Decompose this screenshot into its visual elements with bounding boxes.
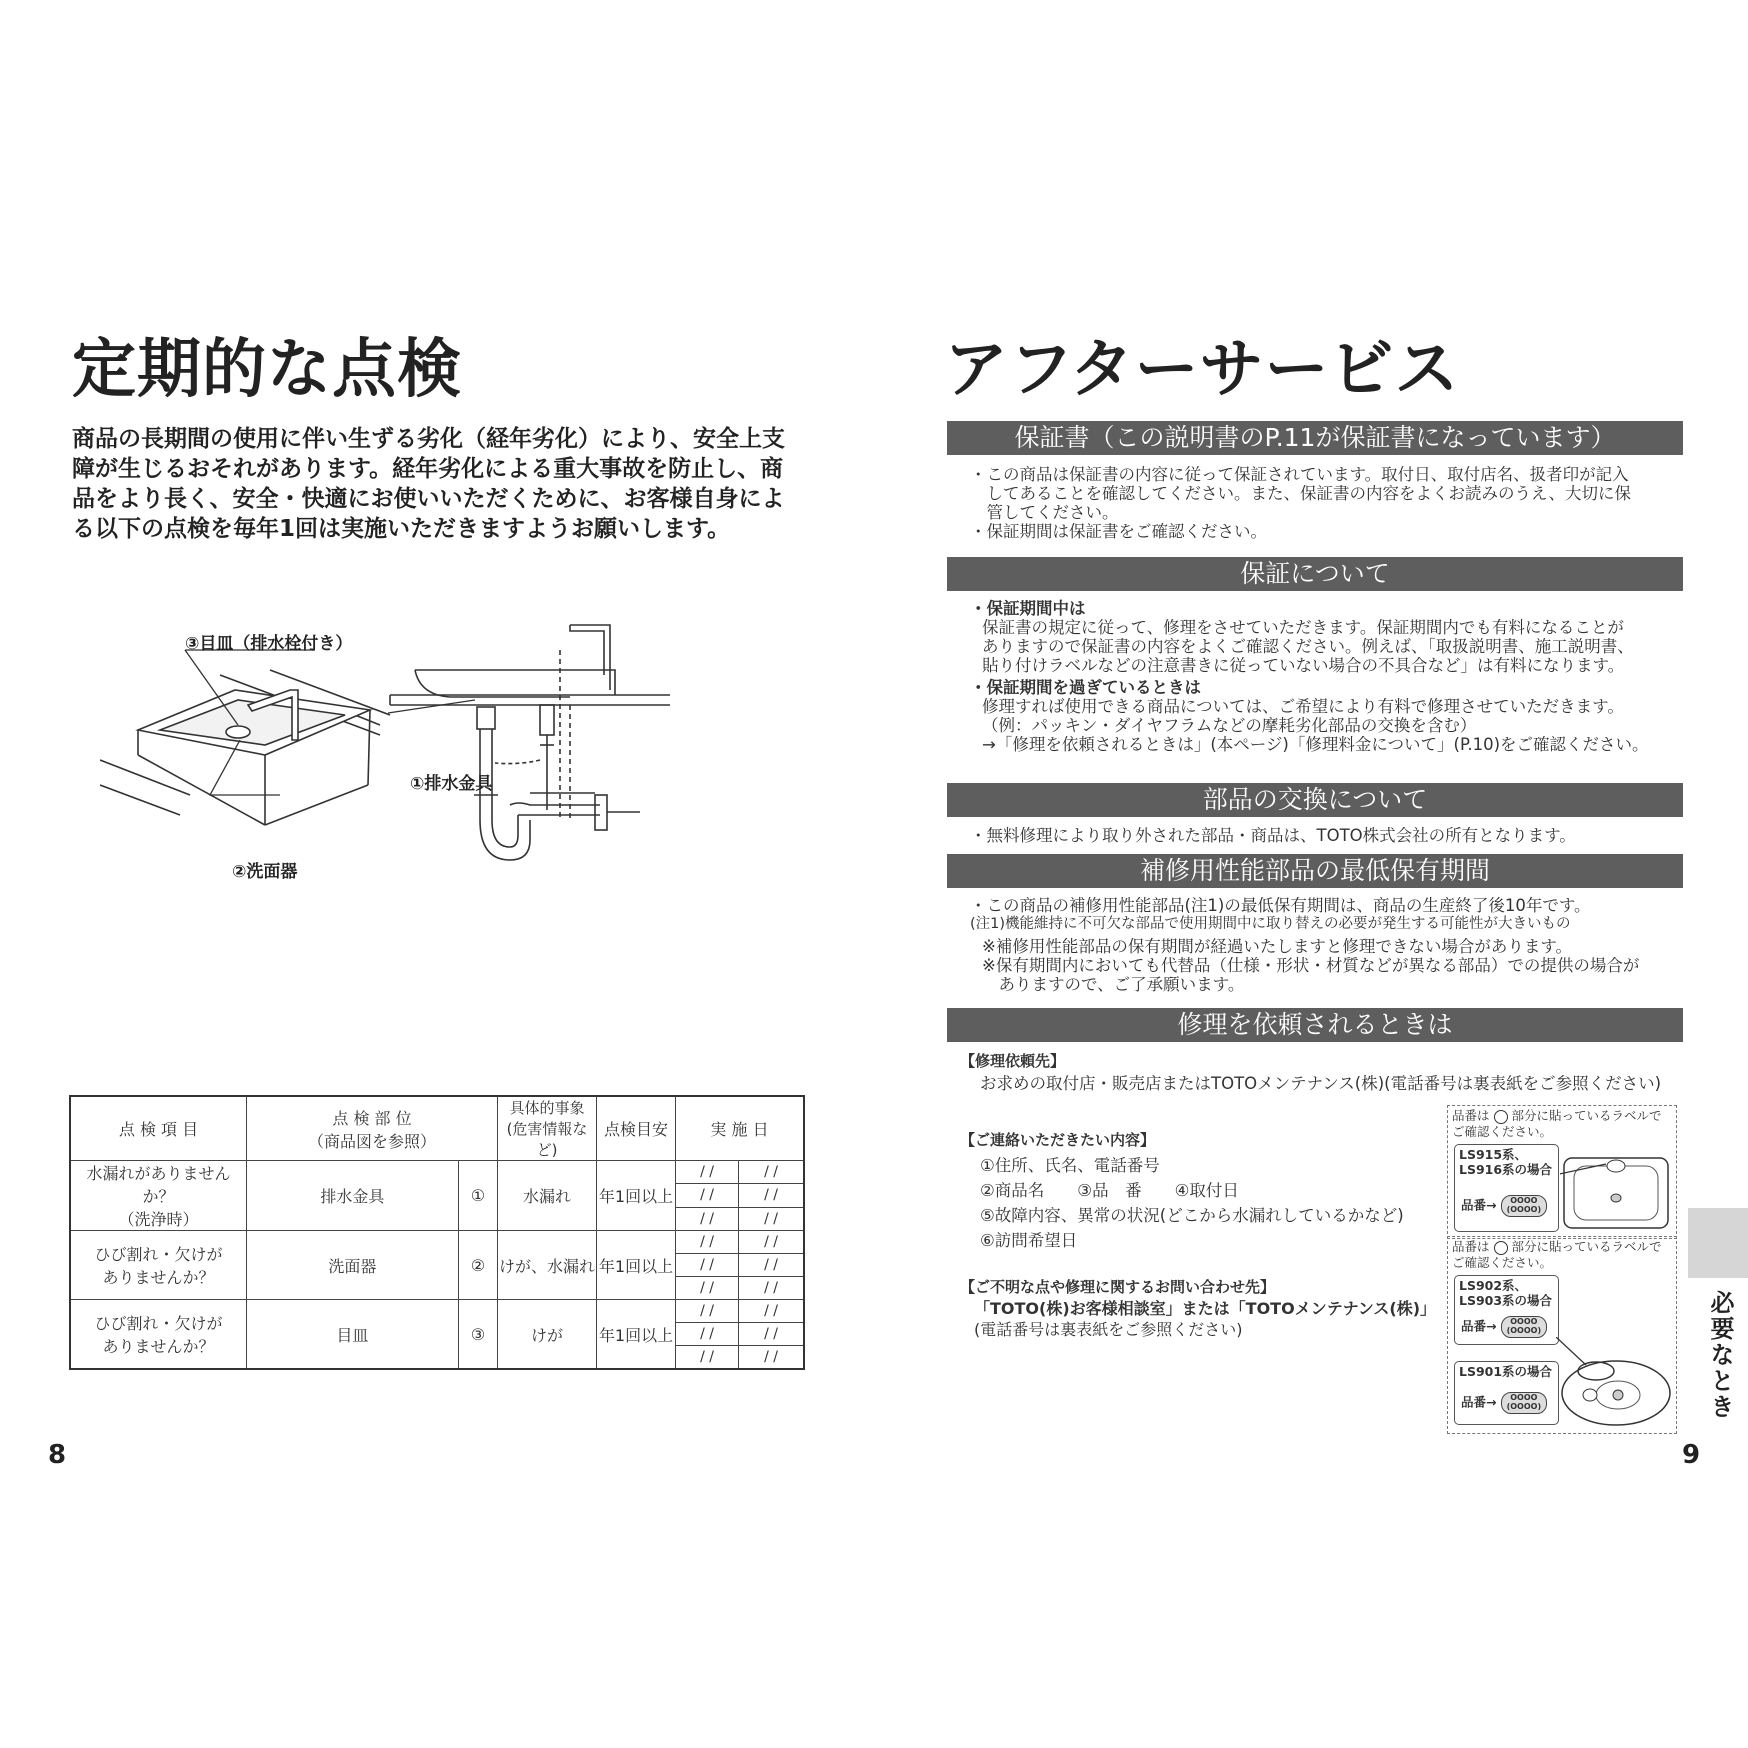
- label-note-line2: ご確認ください。: [1452, 1254, 1553, 1270]
- text-line: ・無料修理により取り外された部品・商品は、TOTO株式会社の所有となります。: [970, 826, 1576, 845]
- row2-guide: 年1回以上: [597, 1231, 676, 1300]
- warranty-text: [970, 599, 1680, 754]
- basin-top-view-icon: [1560, 1154, 1672, 1234]
- intro-line: 品をより長く、安全・快適にお使いいただくために、お客様自身によ: [72, 486, 785, 512]
- section-heading-warranty-card: 保証書（この説明書のP.11が保証書になっています）: [947, 421, 1683, 455]
- inspection-intro: [72, 424, 812, 544]
- text-line: ・この商品の補修用性能部品(注1)の最低保有期間は、商品の生産終了後10年です。: [970, 896, 1591, 915]
- label-location-box-2: [1447, 1236, 1677, 1434]
- intro-line: る以下の点検を毎年1回は実施いただきますようお願いします。: [72, 516, 731, 542]
- row1-part: 排水金具: [247, 1161, 459, 1231]
- row3-item-text: ひび割れ・欠けが: [94, 1314, 223, 1333]
- label-location-box-1: [1447, 1105, 1677, 1239]
- text-line: ⑤故障内容、異常の状況(どこから水漏れしているかなど): [980, 1206, 1404, 1225]
- sticker-code: OOOO: [1510, 1317, 1538, 1326]
- label-sticker-icon: [1501, 1316, 1547, 1338]
- date-cell[interactable]: / /: [739, 1300, 804, 1323]
- page-title-after-service: アフターサービス: [944, 333, 1460, 407]
- circle-marker-icon: [1494, 1241, 1508, 1255]
- text-line: →「修理を依頼されるときは」(本ページ)「修理料金について」(P.10)をご確認ください。: [982, 735, 1649, 754]
- header-part-sub: （商品図を参照）: [307, 1131, 436, 1151]
- header-item: 点 検 項 目: [70, 1096, 247, 1161]
- row3-part: 目皿: [247, 1300, 459, 1370]
- label-note-prefix: 品番は: [1452, 1108, 1490, 1123]
- date-cell[interactable]: / /: [676, 1207, 739, 1230]
- date-cell[interactable]: / /: [676, 1323, 739, 1346]
- repair-inquiry-title: 【ご不明な点や修理に関するお問い合わせ先】: [960, 1278, 1276, 1296]
- label-tag: 品番→ OOOO (OOOO): [1461, 1316, 1547, 1338]
- model-names: [1455, 1276, 1558, 1310]
- intro-line: 商品の長期間の使用に伴い生ずる劣化（経年劣化）により、安全上支: [72, 426, 785, 452]
- sticker-code: (OOOO): [1506, 1205, 1542, 1214]
- table-row: [70, 1231, 804, 1254]
- repair-contact: [960, 1128, 1440, 1253]
- header-date: 実 施 日: [676, 1096, 805, 1161]
- text-line: ・この商品は保証書の内容に従って保証されています。取付日、取付店名、扱者印が記入: [970, 465, 1629, 484]
- model-name: LS901系の場合: [1459, 1364, 1553, 1379]
- label-tag-prefix: 品番: [1461, 1197, 1487, 1213]
- date-cell[interactable]: / /: [739, 1254, 804, 1277]
- repair-dest-line: お求めの取付店・販売店またはTOTOメンテナンス(株)(電話番号は裏表紙をご参照ください): [980, 1074, 1662, 1093]
- text-line: してあることを確認してください。また、保証書の内容をよくお読みのうえ、大切に保: [970, 484, 1631, 503]
- row2-item-text: ひび割れ・欠けが: [94, 1245, 223, 1264]
- retention-text: [970, 896, 1680, 994]
- side-tab-background: [1688, 1208, 1748, 1278]
- row1-guide: 年1回以上: [597, 1161, 676, 1231]
- label-note-line2: ご確認ください。: [1452, 1123, 1553, 1139]
- model-names: [1455, 1362, 1558, 1381]
- text-line: 貼り付けラベルなどの注意書きに従っていない場合の不具合など」は有料になります。: [982, 656, 1625, 675]
- row1-item-sub: （洗浄時）: [118, 1210, 199, 1229]
- text-line: ②商品名 ③品 番 ④取付日: [980, 1181, 1239, 1200]
- warranty-during-body: [970, 618, 1680, 675]
- warranty-during-title: ・保証期間中は: [970, 599, 1086, 618]
- basin-diagram: [100, 615, 720, 895]
- date-cell[interactable]: / /: [676, 1161, 739, 1184]
- date-cell[interactable]: / /: [739, 1231, 804, 1254]
- text-line: ①住所、氏名、電話番号: [980, 1156, 1160, 1175]
- text-line: ⑥訪問希望日: [980, 1231, 1078, 1250]
- section-drawing: [390, 625, 670, 860]
- repair-contact-title: 【ご連絡いただきたい内容】: [960, 1131, 1156, 1149]
- page-title-inspection: 定期的な点検: [72, 333, 462, 407]
- label-part1: ①排水金具: [410, 774, 493, 794]
- inspection-table: [69, 1095, 805, 1370]
- date-cell[interactable]: / /: [676, 1254, 739, 1277]
- page-number-right: 9: [1682, 1440, 1701, 1470]
- table-header-row: [70, 1096, 804, 1161]
- parts-text: [970, 826, 1680, 845]
- row3-event: けが: [498, 1300, 597, 1370]
- repair-inquiry: [960, 1277, 1440, 1340]
- sticker-code: (OOOO): [1506, 1326, 1542, 1335]
- basin-counter-drawing: [100, 670, 390, 825]
- label-part2: ②洗面器: [232, 862, 298, 882]
- warranty-card-text: [970, 465, 1680, 541]
- row3-num: ③: [458, 1300, 497, 1370]
- sticker-code: OOOO: [1510, 1196, 1538, 1205]
- model-name: LS916系の場合: [1459, 1162, 1553, 1177]
- repair-inquiry-line2: (電話番号は裏表紙をご参照ください): [974, 1320, 1243, 1339]
- row2-item: [70, 1231, 247, 1300]
- text-line: ・保証期間は保証書をご確認ください。: [970, 522, 1267, 541]
- date-cell[interactable]: / /: [739, 1207, 804, 1230]
- date-cell[interactable]: / /: [676, 1231, 739, 1254]
- date-cell[interactable]: / /: [739, 1184, 804, 1207]
- intro-line: 障が生じるおそれがあります。経年劣化による重大事故を防止し、商: [72, 456, 784, 482]
- section-heading-warranty: 保証について: [947, 557, 1683, 591]
- circle-marker-icon: [1494, 1110, 1508, 1124]
- header-part-label: 点 検 部 位: [332, 1108, 412, 1128]
- row2-event: けが、水漏れ: [498, 1231, 597, 1300]
- sticker-code: (OOOO): [1506, 1402, 1542, 1411]
- date-cell[interactable]: / /: [676, 1346, 739, 1370]
- text-line: （例：パッキン・ダイヤフラムなどの摩耗劣化部品の交換を含む）: [982, 716, 1477, 735]
- row1-item: [70, 1161, 247, 1231]
- date-cell[interactable]: / /: [739, 1323, 804, 1346]
- text-line: ※補修用性能部品の保有期間が経過いたしますと修理できない場合があります。: [982, 937, 1573, 956]
- row3-item-sub: ありませんか？: [102, 1337, 215, 1356]
- label-tag: 品番→ OOOO (OOOO): [1461, 1392, 1547, 1414]
- row1-num: ①: [458, 1161, 497, 1231]
- section-heading-repair: 修理を依頼されるときは: [947, 1008, 1683, 1042]
- model-names: [1455, 1145, 1558, 1179]
- side-tab-label[interactable]: 必要なとき: [1706, 1290, 1734, 1420]
- row1-item-text: 水漏れがありませんか？: [86, 1164, 231, 1206]
- text-line: 修理すれば使用できる商品については、ご希望により有料で修理させていただきます。: [982, 697, 1624, 716]
- label-note-suffix: 部分に貼っているラベルで: [1511, 1239, 1662, 1254]
- label-note-prefix: 品番は: [1452, 1239, 1490, 1254]
- row2-num: ②: [458, 1231, 497, 1300]
- row2-item-sub: ありませんか？: [102, 1268, 215, 1287]
- text-line: ※保有期間内においても代替品（仕様・形状・材質などが異なる部品）での提供の場合が: [982, 956, 1640, 975]
- header-event-sub: (危害情報など): [506, 1120, 588, 1159]
- label-note: [1452, 1239, 1674, 1270]
- text-line: 保証書の規定に従って、修理をさせていただきます。保証期間内でも有料になることが: [982, 618, 1624, 637]
- table-row: [70, 1300, 804, 1323]
- date-cell[interactable]: / /: [739, 1161, 804, 1184]
- text-line: (注1)機能維持に不可欠な部品で使用期間中に取り替えの必要が発生する可能性が大きいもの: [970, 916, 1571, 932]
- label-tag-prefix: 品番: [1461, 1394, 1487, 1410]
- text-line: ありますので、ご了承願います。: [982, 975, 1245, 994]
- row3-guide: 年1回以上: [597, 1300, 676, 1370]
- model-name: LS902系、: [1459, 1278, 1528, 1293]
- date-cell[interactable]: / /: [739, 1277, 804, 1300]
- header-event: [498, 1096, 597, 1161]
- row3-item: [70, 1300, 247, 1370]
- model-tag-box: [1454, 1361, 1559, 1425]
- model-tag-box: [1454, 1275, 1559, 1345]
- label-part3: ③目皿（排水栓付き）: [185, 634, 353, 654]
- row2-part: 洗面器: [247, 1231, 459, 1300]
- drain-leader-line: [388, 700, 475, 713]
- repair-dest-title: 【修理依頼先】: [960, 1052, 1066, 1070]
- date-cell[interactable]: / /: [676, 1300, 739, 1323]
- text-line: ありますので保証書の内容をよくご確認ください。例えば、「取扱説明書、施工説明書、: [982, 637, 1634, 656]
- model-name: LS903系の場合: [1459, 1293, 1553, 1308]
- page-number-left: 8: [48, 1440, 67, 1470]
- model-name: LS915系、: [1459, 1147, 1528, 1162]
- label-tag-prefix: 品番: [1461, 1318, 1487, 1334]
- label-tag: 品番→ OOOO (OOOO): [1461, 1195, 1547, 1217]
- warranty-after-title: ・保証期間を過ぎているときは: [970, 678, 1201, 697]
- text-line: 管してください。: [970, 503, 1119, 522]
- row1-event: 水漏れ: [498, 1161, 597, 1231]
- header-part: [247, 1096, 498, 1161]
- date-cell[interactable]: / /: [676, 1277, 739, 1300]
- label-sticker-icon: [1501, 1392, 1547, 1414]
- section-heading-parts: 部品の交換について: [947, 783, 1683, 817]
- warranty-after-body: [970, 697, 1680, 754]
- table-row: [70, 1161, 804, 1184]
- date-cell[interactable]: / /: [676, 1184, 739, 1207]
- label-sticker-icon: [1501, 1195, 1547, 1217]
- label-note: [1452, 1108, 1674, 1139]
- round-basin-icon: [1556, 1337, 1674, 1429]
- section-heading-retention: 補修用性能部品の最低保有期間: [947, 854, 1683, 888]
- header-guide: 点検目安: [597, 1096, 676, 1161]
- date-cell[interactable]: / /: [739, 1346, 804, 1370]
- repair-inquiry-line1: 「TOTO(株)お客様相談室」または「TOTOメンテナンス(株)」: [974, 1299, 1437, 1318]
- header-event-label: 具体的事象: [509, 1099, 585, 1117]
- label-note-suffix: 部分に貼っているラベルで: [1511, 1108, 1662, 1123]
- repair-dest: [960, 1052, 1680, 1093]
- sticker-code: OOOO: [1510, 1393, 1538, 1402]
- model-tag-box: [1454, 1144, 1559, 1232]
